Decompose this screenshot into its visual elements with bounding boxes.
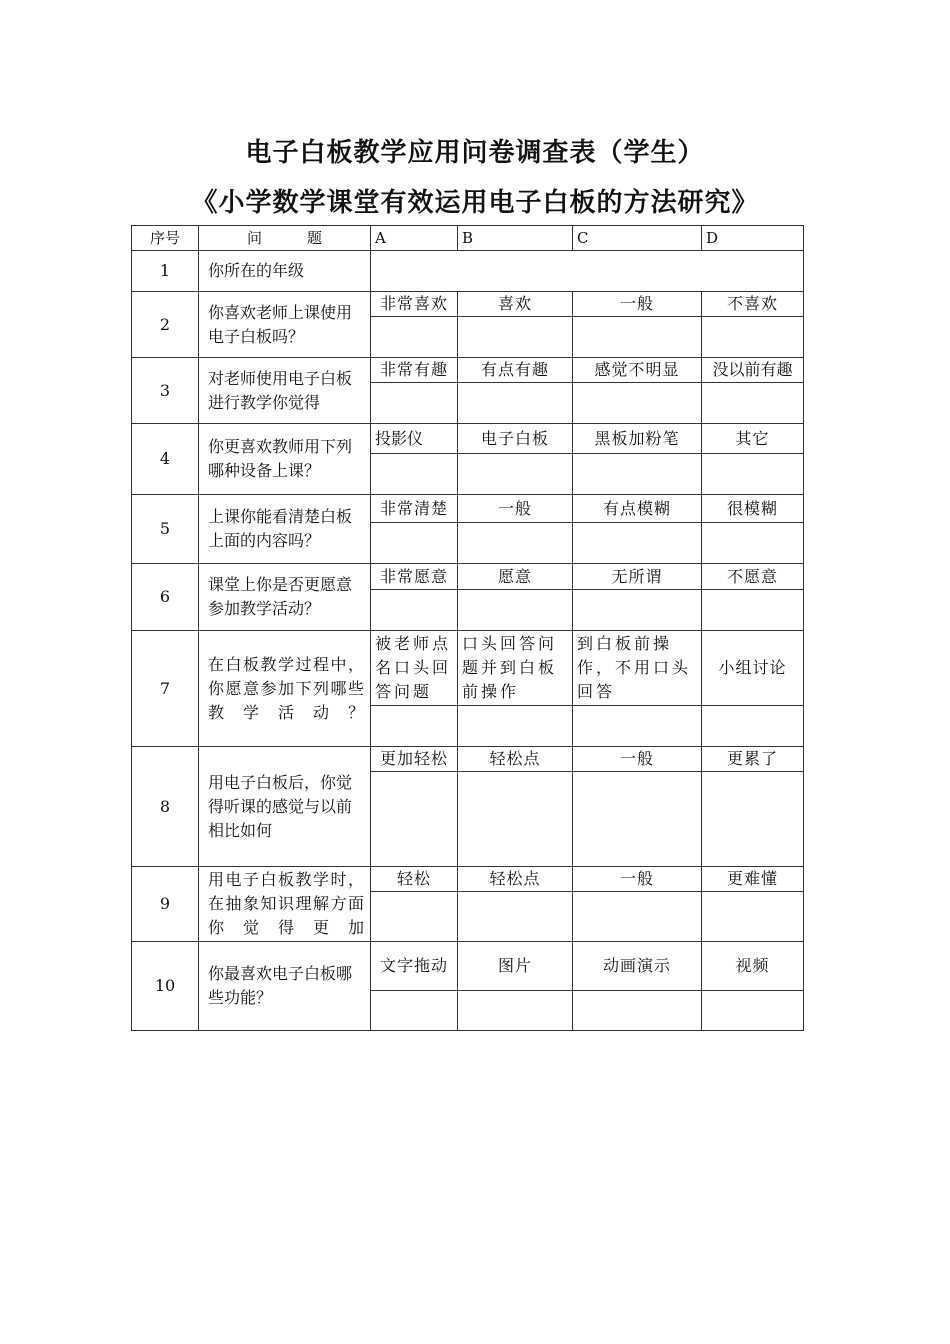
table-row (132, 424, 804, 454)
question-text: 用电子白板后，你觉得听课的感觉与以前相比如何 (199, 747, 371, 867)
answer-cell-b[interactable] (458, 991, 573, 1031)
option-d: 很模糊 (702, 495, 804, 523)
table-row (132, 292, 804, 317)
answer-cell-a[interactable] (371, 892, 458, 942)
answer-cell-b[interactable] (458, 772, 573, 867)
answer-cell-c[interactable] (573, 991, 702, 1031)
option-a: 非常清楚 (371, 495, 458, 523)
option-c: 感觉不明显 (573, 358, 702, 383)
row-number: 10 (132, 942, 199, 1031)
option-d: 其它 (702, 424, 804, 454)
option-a: 文字拖动 (371, 942, 458, 991)
question-text: 你更喜欢教师用下列哪种设备上课？ (199, 424, 371, 495)
table-row (132, 358, 804, 383)
header-no: 序号 (132, 226, 199, 251)
answer-cell-a[interactable] (371, 317, 458, 358)
question-text: 用电子白板教学时，在抽象知识理解方面你觉得更加 (199, 867, 371, 942)
answer-cell-d[interactable] (702, 523, 804, 564)
option-b: 电子白板 (458, 424, 573, 454)
option-d: 不愿意 (702, 564, 804, 590)
option-d: 更难懂 (702, 867, 804, 892)
option-c: 黑板加粉笔 (573, 424, 702, 454)
option-c: 无所谓 (573, 564, 702, 590)
option-a: 轻松 (371, 867, 458, 892)
answer-cell-c[interactable] (573, 772, 702, 867)
option-b: 愿意 (458, 564, 573, 590)
table-row (132, 942, 804, 991)
option-b: 有点有趣 (458, 358, 573, 383)
row-number: 7 (132, 631, 199, 747)
row-number: 2 (132, 292, 199, 358)
option-b: 图片 (458, 942, 573, 991)
option-a: 被老师点名口头回答问题 (371, 631, 458, 706)
answer-cell-a[interactable] (371, 454, 458, 495)
table-row (132, 564, 804, 590)
header-question: 问 题 (199, 226, 371, 251)
answer-cell-d[interactable] (702, 383, 804, 424)
row-number: 5 (132, 495, 199, 564)
option-d: 视频 (702, 942, 804, 991)
answer-cell-b[interactable] (458, 590, 573, 631)
answer-cell-b[interactable] (458, 706, 573, 747)
option-d: 没以前有趣 (702, 358, 804, 383)
row-number: 8 (132, 747, 199, 867)
option-c: 一般 (573, 747, 702, 772)
question-text: 上课你能看清楚白板上面的内容吗？ (199, 495, 371, 564)
option-a: 非常有趣 (371, 358, 458, 383)
answer-cell-c[interactable] (573, 706, 702, 747)
option-a: 投影仪 (371, 424, 458, 454)
answer-cell-d[interactable] (702, 892, 804, 942)
answer-cell-c[interactable] (573, 454, 702, 495)
option-d: 不喜欢 (702, 292, 804, 317)
header-a: A (371, 226, 458, 251)
row-number: 1 (132, 251, 199, 292)
answer-cell-a[interactable] (371, 706, 458, 747)
answer-cell-b[interactable] (458, 383, 573, 424)
answer-cell-a[interactable] (371, 590, 458, 631)
question-text: 你最喜欢电子白板哪些功能？ (199, 942, 371, 1031)
answer-cell-c[interactable] (573, 383, 702, 424)
question-text: 你喜欢老师上课使用电子白板吗？ (199, 292, 371, 358)
question-text: 你所在的年级 (199, 251, 371, 292)
answer-cell-a[interactable] (371, 523, 458, 564)
question-text: 在白板教学过程中，你愿意参加下列哪些教学活动？ (199, 631, 371, 747)
table-row (132, 495, 804, 523)
table-row (132, 631, 804, 706)
option-d: 更累了 (702, 747, 804, 772)
header-b: B (458, 226, 573, 251)
option-a: 更加轻松 (371, 747, 458, 772)
answer-cell-c[interactable] (573, 523, 702, 564)
option-b: 喜欢 (458, 292, 573, 317)
row-number: 4 (132, 424, 199, 495)
answer-cell-d[interactable] (702, 991, 804, 1031)
answer-cell-d[interactable] (702, 772, 804, 867)
option-b: 一般 (458, 495, 573, 523)
answer-cell-d[interactable] (702, 590, 804, 631)
page-subtitle: 《小学数学课堂有效运用电子白板的方法研究》 (191, 188, 759, 218)
table-row (132, 867, 804, 892)
survey-table (131, 225, 804, 1031)
answer-cell-a[interactable] (371, 383, 458, 424)
page-title: 电子白板教学应用问卷调查表（学生） (245, 138, 705, 168)
option-c: 一般 (573, 867, 702, 892)
table-header-row (132, 226, 804, 251)
option-c: 动画演示 (573, 942, 702, 991)
answer-cell-d[interactable] (702, 706, 804, 747)
answer-cell-a[interactable] (371, 991, 458, 1031)
row-number: 9 (132, 867, 199, 942)
answer-cell-c[interactable] (573, 317, 702, 358)
option-c: 一般 (573, 292, 702, 317)
table-row (132, 251, 804, 292)
question-text: 课堂上你是否更愿意参加教学活动？ (199, 564, 371, 631)
row-number: 6 (132, 564, 199, 631)
answer-cell-d[interactable] (702, 454, 804, 495)
header-d: D (702, 226, 804, 251)
answer-cell-d[interactable] (702, 317, 804, 358)
answer-cell-c[interactable] (573, 590, 702, 631)
option-b: 口头回答问题并到白板前操作 (458, 631, 573, 706)
row-number: 3 (132, 358, 199, 424)
answer-cell-b[interactable] (458, 523, 573, 564)
option-b: 轻松点 (458, 747, 573, 772)
header-c: C (573, 226, 702, 251)
option-d: 小组讨论 (702, 631, 804, 706)
option-c: 有点模糊 (573, 495, 702, 523)
option-a: 非常愿意 (371, 564, 458, 590)
answer-cell-c[interactable] (573, 892, 702, 942)
answer-cell-a[interactable] (371, 772, 458, 867)
answer-cell-b[interactable] (458, 454, 573, 495)
option-a: 非常喜欢 (371, 292, 458, 317)
answer-cell-b[interactable] (458, 892, 573, 942)
answer-field[interactable] (371, 251, 804, 292)
question-text: 对老师使用电子白板进行教学你觉得 (199, 358, 371, 424)
option-c: 到白板前操作，不用口头回答 (573, 631, 702, 706)
table-row (132, 747, 804, 772)
option-b: 轻松点 (458, 867, 573, 892)
answer-cell-b[interactable] (458, 317, 573, 358)
